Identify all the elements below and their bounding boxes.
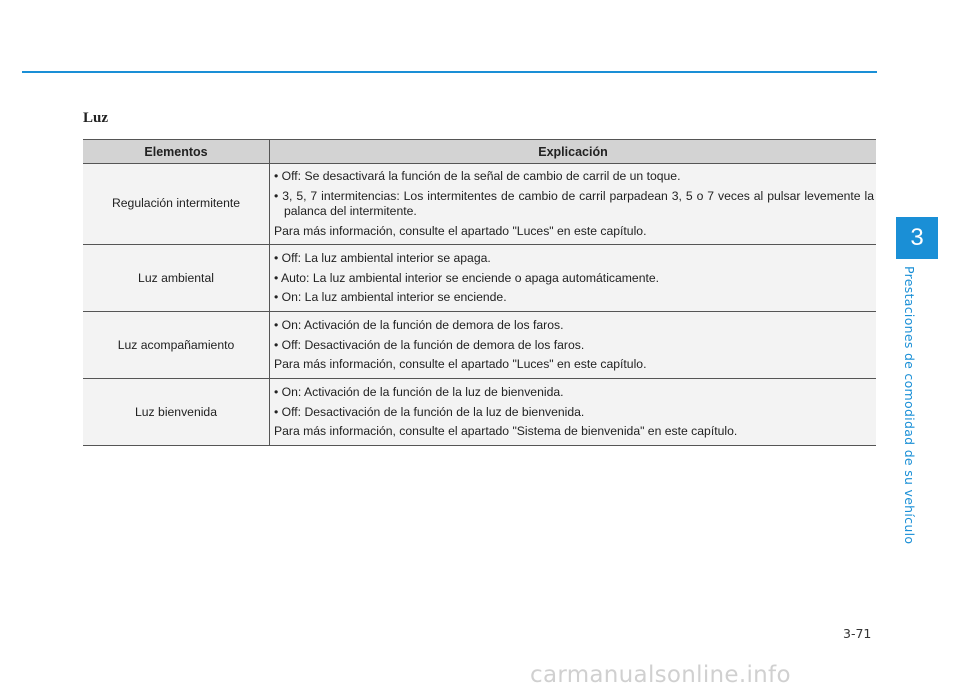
watermark-text: carmanualsonline.info: [530, 662, 791, 688]
explanation-line: • Off: La luz ambiental interior se apaga.: [274, 251, 491, 266]
top-rule: [22, 71, 877, 73]
explanation-line: Para más información, consulte el apartado "Luces" en este capítulo.: [274, 223, 647, 238]
element-cell: Luz ambiental: [83, 245, 270, 312]
chapter-tab: 3: [896, 217, 938, 259]
explanation-cell: [270, 312, 877, 379]
explanation-line: Para más información, consulte el apartado "Luces" en este capítulo.: [274, 357, 647, 372]
table-row: [83, 245, 876, 312]
element-cell: Luz acompañamiento: [83, 312, 270, 379]
explanation-cell: [270, 379, 877, 446]
page-number: 3-71: [843, 626, 872, 641]
explanation-cell: [270, 164, 877, 245]
explanation-line: • Auto: La luz ambiental interior se enciende o apaga automáticamente.: [274, 270, 660, 285]
explanation-line: • Off: Desactivación de la función de demora de los faros.: [274, 337, 585, 352]
header-elementos: Elementos: [83, 140, 270, 164]
explanation-line: • On: Activación de la función de demora de los faros.: [274, 318, 564, 333]
table-row: [83, 312, 876, 379]
explanation-line: • 3, 5, 7 intermitencias: Los intermitentes de cambio de carril parpadean 3, 5 o 7 veces al pulsar levemente la palanca del intermitente.: [274, 188, 874, 219]
header-explicacion: Explicación: [270, 140, 877, 164]
explanation-line: Para más información, consulte el apartado "Sistema de bienvenida" en este capítulo.: [274, 424, 738, 439]
section-title: Luz: [83, 110, 109, 126]
element-cell: Regulación intermitente: [83, 164, 270, 245]
spec-table: [83, 139, 876, 446]
explanation-line: • Off: Desactivación de la función de la luz de bienvenida.: [274, 404, 585, 419]
explanation-line: • Off: Se desactivará la función de la señal de cambio de carril de un toque.: [274, 169, 681, 183]
element-cell: Luz bienvenida: [83, 379, 270, 446]
table-row: [83, 164, 876, 245]
table-row: [83, 379, 876, 446]
table-header-row: [83, 140, 876, 164]
explanation-line: • On: Activación de la función de la luz de bienvenida.: [274, 385, 564, 400]
chapter-side-label: Prestaciones de comodidad de su vehículo: [902, 266, 917, 545]
explanation-line: • On: La luz ambiental interior se enciende.: [274, 290, 507, 305]
explanation-cell: [270, 245, 877, 312]
